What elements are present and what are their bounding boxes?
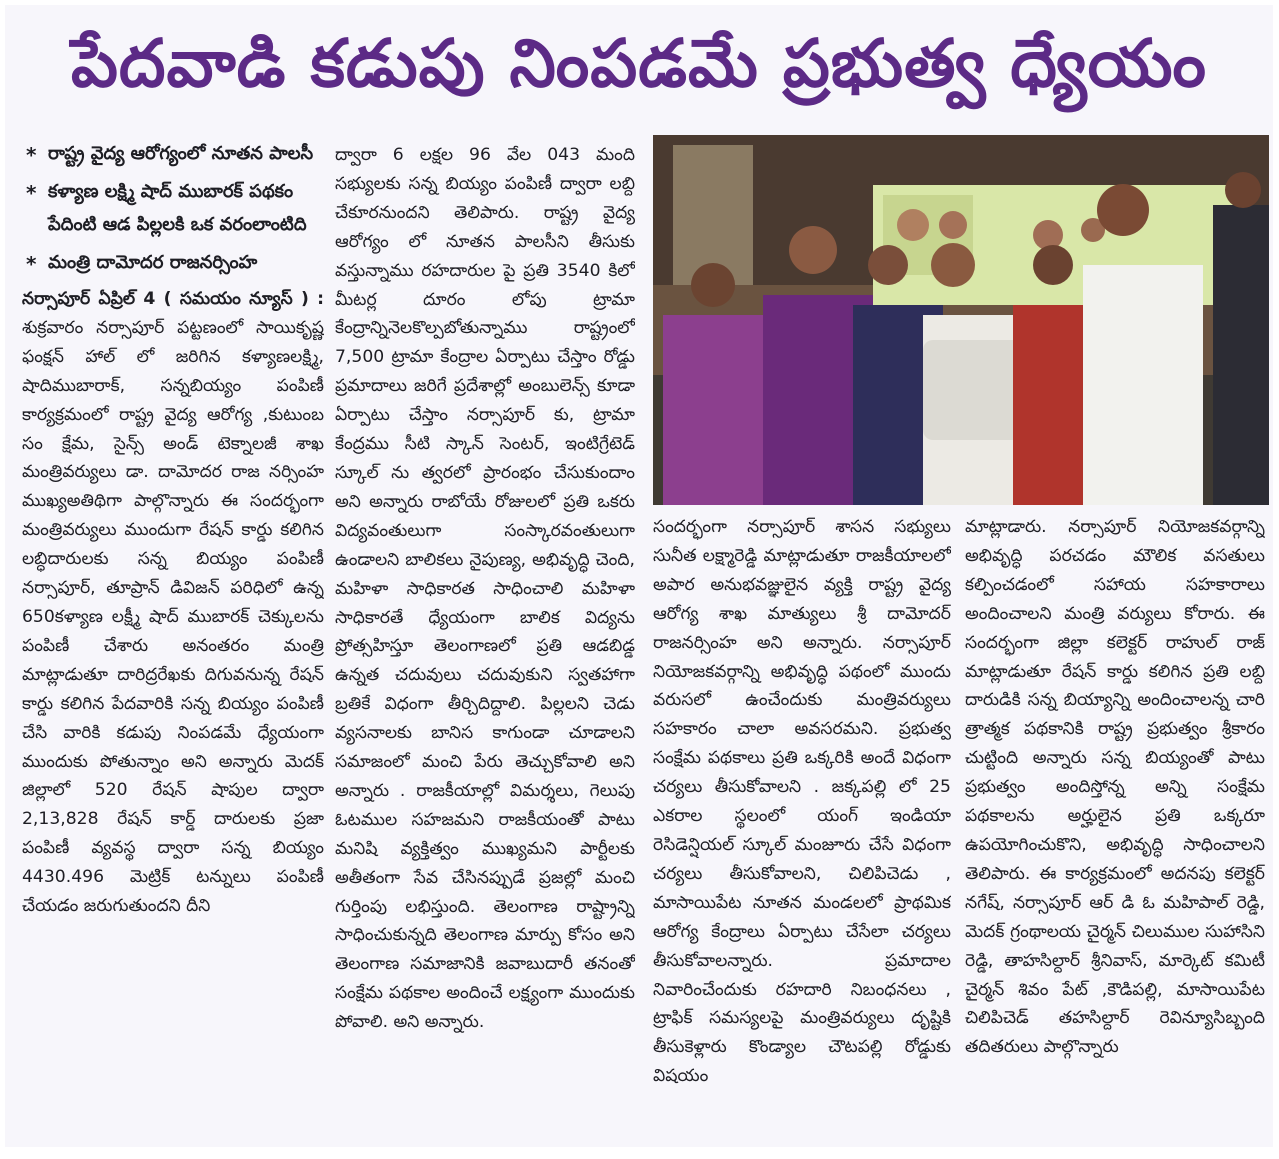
- article-column-1: [22, 137, 324, 1137]
- article-column-3: [653, 513, 951, 1133]
- article-column-4: [965, 513, 1265, 1133]
- highlight-item: * రాష్ట్ర వైద్య ఆరోగ్యంలో నూతన పాలసీ: [22, 137, 324, 170]
- dateline: నర్సాపూర్ ఏప్రిల్ 4 ( సమయం న్యూస్ ) :: [22, 289, 324, 309]
- article-paragraph: [22, 285, 324, 921]
- article-text: ద్వారా 6 లక్షల 96 వేల 043 మంది సభ్యులకు సన్న బియ్యం పంపిణీ ద్వారా లబ్ది చేకూరనుందని తెలిపారు. రాష్ట్ర వైద్య ఆరోగ్యం లో నూతన పాలసీని తీసుకు వస్తున్నాము రహదారుల పై ప్రతి 3540 కిలో మీటర్ల దూరం లోపు ట్రామా కేంద్రాన్నినెలకొల్పబోతున్నాము రాష్ట్రంలో 7,500 ట్రామా కేంద్రాల ఏర్పాటు చేస్తాం రోడ్డు ప్రమాదాలు జరిగే ప్రదేశాల్లో అంబులెన్స్ కూడా ఏర్పాటు చేస్తాం నర్సాపూర్ కు, ట్రామా కేంద్రము సీటి స్కాన్ సెంటర్, ఇంటిగ్రేటెడ్ స్కూల్ ను త్వరలో ప్రారంభం చేసుకుందాం అని అన్నారు రాబోయే రోజులలో ప్రతి ఒకరు విద్యవంతులుగా సంస్కారవంతులుగా ఉండాలని బాలికలు నైపుణ్య, అభివృద్ధి చెంది, మహిళా సాధికారత సాధించాలి మహిళా సాధికారతే ధ్యేయంగా బాలిక విద్యను ప్రోత్సహిస్తూ తెలంగాణలో ప్రతి ఆడబిడ్డ ఉన్నత చదువులు చదువుకుని స్వతహాగా బ్రతికే విధంగా తీర్చిదిద్దాలి. పిల్లలని చెడు వ్యసనాలకు బానిస కాగుండా చూడాలని సమాజంలో మంచి పేరు తెచ్చుకోవాలి అని అన్నారు . రాజకీయాల్లో విమర్శలు, గెలుపు ఓటముల సహజమని రాజకీయంతో పాటు మనిషి వ్యక్తిత్వం ముఖ్యమని పార్టీలకు అతీతంగా సేవ చేసినప్పుడే ప్రజల్లో మంచి గుర్తింపు లభిస్తుంది. తెలంగాణ రాష్ట్రాన్ని సాధించుకున్నది తెలంగాణ మార్పు కోసం అని తెలంగాణ సమాజానికి జవాబుదారీ తనంతో సంక్షేమ పథకాల అందించే లక్ష్యంగా ముందుకు పోవాలి. అని అన్నారు.: [335, 145, 635, 1033]
- article-text: శుక్రవారం నర్సాపూర్ పట్టణంలో సాయికృష్ణ ఫంక్షన్ హాల్ లో జరిగిన కళ్యాణలక్ష్మి, షాదిముబారాక్, సన్నబియ్యం పంపిణీ కార్యక్రమంలో రాష్ట్ర వైద్య ఆరోగ్య ,కుటుంబ సం క్షేమ, సైన్స్ అండ్ టెక్నాలజీ శాఖ మంత్రివర్యులు డా. దామోదర రాజ నర్సింహ ముఖ్యఅతిథిగా పాల్గొన్నారు ఈ సందర్భంగా మంత్రివర్యులు ముందుగా రేషన్ కార్డు కలిగిన లబ్ధిదారులకు సన్న బియ్యం పంపిణీ నర్సాపూర్, తూప్రాన్ డివిజన్ పరిధిలో ఉన్న 650కళ్యాణ లక్ష్మీ షాద్ ముబారక్ చెక్కులను పంపిణీ చేశారు అనంతరం మంత్రి మాట్లాడుతూ దారిద్రరేఖకు దిగువనున్న రేషన్ కార్డు కలిగిన పేదవారికి సన్న బియ్యం పంపిణీ చేసి వారికి కడుపు నింపడమే ధ్యేయంగా ముందుకు పోతున్నాం అని అన్నారు మెదక్ జిల్లాలో 520 రేషన్ షాపుల ద్వారా 2,13,828 రేషన్ కార్డ్ దారులకు ప్రజా పంపిణీ వ్యవస్థ ద్వారా సన్న బియ్యం 4430.496 మెట్రిక్ టన్నులు పంపిణీ చేయడం జరుగుతుందని దీని: [22, 317, 324, 917]
- highlight-item: * కళ్యాణ లక్ష్మి షాద్ ముబారక్ పథకం పేదింటి ఆడ పిల్లలకి ఒక వరంలాంటిది: [22, 175, 324, 241]
- event-photo-illustration: [653, 135, 1269, 505]
- highlight-list: [22, 137, 324, 279]
- article-column-2: [335, 141, 635, 1137]
- article-text: మాట్లాడారు. నర్సాపూర్ నియోజకవర్గాన్ని అభివృద్ధి పరచడం మౌలిక వసతులు కల్పించడంలో సహాయ సహకారాలు అందించాలని మంత్రి వర్యులు కోరారు. ఈ సందర్భంగా జిల్లా కలెక్టర్ రాహుల్ రాజ్ మాట్లాడుతూ రేషన్ కార్డు కలిగిన ప్రతి లబ్ది దారుడికి సన్న బియ్యాన్ని అందించాలన్న చారి త్రాత్మక పథకానికి రాష్ట్ర ప్రభుత్వం శ్రీకారం చుట్టింది అన్నారు సన్న బియ్యంతో పాటు ప్రభుత్వం అందిస్తోన్న అన్ని సంక్షేమ పథకాలను అర్హులైన ప్రతి ఒక్కరూ ఉపయోగించుకొని, అభివృద్ధి సాధించాలని తెలిపారు. ఈ కార్యక్రమంలో అదనపు కలెక్టర్ నగేష్, నర్సాపూర్ ఆర్ డి ఓ మహిపాల్ రెడ్డి, మెదక్ గ్రంథాలయ చైర్మన్ చిలుముల సుహాసిని రెడ్డి, తాహసిల్దార్ శ్రీనివాస్, మార్కెట్ కమిటీ చైర్మన్ శివం పేట్ ,కౌడిపల్లి, మాసాయిపేట చిలిపిచెడ్ తహసిల్దార్ రెవిన్యూసిబ్బంది తదితరులు పాల్గొన్నారు: [965, 517, 1265, 1058]
- highlight-item: * మంత్రి దామోదర రాజనర్సింహ: [22, 246, 324, 279]
- event-photo: [653, 135, 1269, 505]
- newspaper-clipping: [5, 5, 1273, 1147]
- headline: పేదవాడి కడుపు నింపడమే ప్రభుత్వ ధ్యేయం: [70, 25, 1208, 102]
- article-text: సందర్భంగా నర్సాపూర్ శాసన సభ్యులు సునీత లక్ష్మారెడ్డి మాట్లాడుతూ రాజకీయాలలో అపార అనుభవజ్ఞులైన వ్యక్తి రాష్ట్ర వైద్య ఆరోగ్య శాఖ మాత్యులు శ్రీ దామోదర్ రాజనర్సింహ అని అన్నారు. నర్సాపూర్ నియోజకవర్గాన్ని అభివృద్ధి పథంలో ముందు వరుసలో ఉంచేందుకు మంత్రివర్యులు సహకారం చాలా అవసరమని. ప్రభుత్వ సంక్షేమ పథకాలు ప్రతి ఒక్కరికి అందే విధంగా చర్యలు తీసుకోవాలని . జక్కపల్లి లో 25 ఎకరాల స్థలంలో యంగ్ ఇండియా రెసిడెన్షియల్ స్కూల్ మంజూరు చేసే విధంగా చర్యలు తీసుకోవాలని, చిలిపిచెడు , మాసాయిపేట నూతన మండలలో ప్రాథమిక ఆరోగ్య కేంద్రాలు ఏర్పాటు చేసేలా చర్యలు తీసుకోవాలన్నారు. ప్రమాదాల నివారించేందుకు రహదారి నిబంధనలు , ట్రాఫిక్ సమస్యలపై మంత్రివర్యులు దృష్టికి తీసుకెళ్లారు కొండ్యాల చౌటపల్లి రోడ్డుకు విషయం: [653, 517, 951, 1087]
